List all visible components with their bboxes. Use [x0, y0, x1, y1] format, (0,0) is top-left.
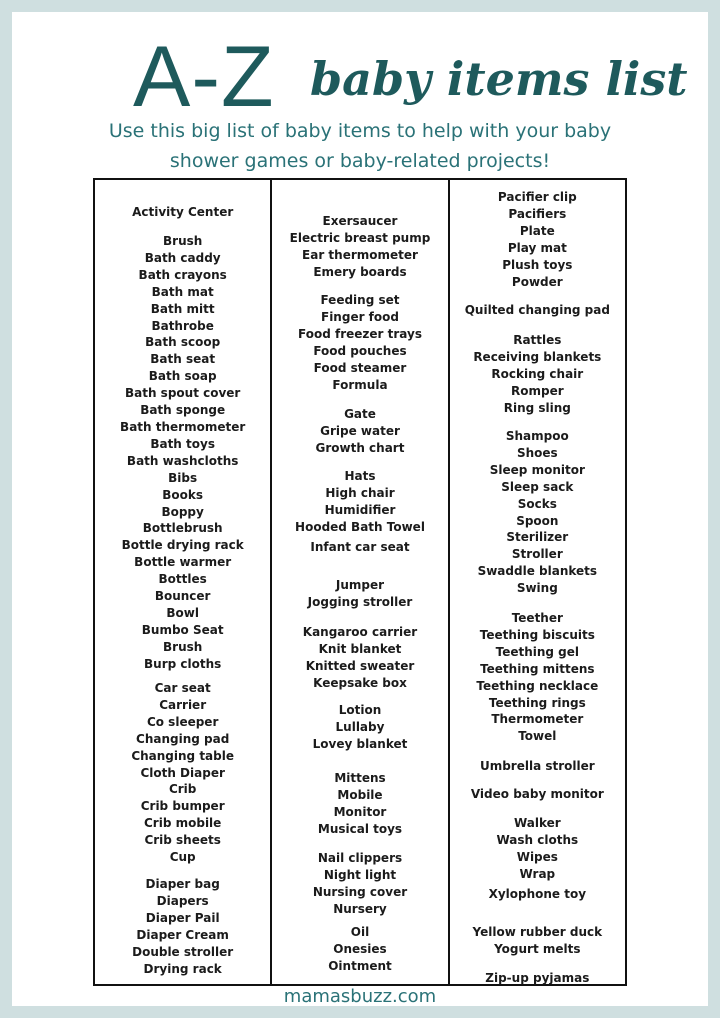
list-item: Infant car seat	[310, 540, 410, 554]
list-item: Teething gel	[495, 644, 580, 659]
list-item: Ring sling	[503, 400, 571, 415]
list-item: Nursing cover	[312, 884, 408, 899]
list-item: Bath mitt	[150, 301, 215, 316]
list-item: Co sleeper	[146, 714, 219, 729]
item-group	[272, 924, 447, 975]
item-group	[95, 876, 270, 977]
list-item: Bath scoop	[145, 335, 221, 350]
list-item: Video baby monitor	[470, 787, 604, 801]
item-group	[450, 189, 625, 290]
list-item: Lotion	[338, 703, 382, 717]
list-item: Monitor	[333, 804, 387, 819]
list-item: Teething rings	[488, 695, 586, 710]
list-item: Gate	[344, 407, 376, 421]
list-item: Books	[162, 487, 204, 502]
list-item: Night light	[323, 867, 397, 882]
list-item: Jogging stroller	[307, 594, 413, 609]
item-group	[450, 610, 625, 745]
list-item: Pacifiers	[508, 206, 567, 221]
item-group	[272, 577, 447, 611]
list-item: Bumbo Seat	[141, 622, 224, 637]
list-item: Bath sponge	[140, 403, 226, 418]
list-item: Plush toys	[502, 257, 573, 272]
item-group	[450, 886, 625, 903]
list-item: Rocking chair	[491, 366, 584, 381]
subtitle	[12, 116, 708, 176]
item-group	[272, 292, 447, 393]
items-list-box	[93, 178, 627, 986]
item-group	[450, 428, 625, 597]
list-item: Cloth Diaper	[140, 765, 225, 780]
list-item: Romper	[511, 383, 564, 398]
list-item: Wrap	[519, 866, 556, 881]
list-item: Bath washcloths	[126, 453, 239, 468]
list-item: Shoes	[516, 445, 558, 460]
list-item: Shampoo	[505, 429, 569, 443]
list-item: Nursery	[333, 901, 387, 916]
list-item: Bath soap	[148, 369, 217, 384]
title-script: baby items list	[310, 52, 688, 106]
list-item: Onesies	[333, 941, 387, 956]
list-item: Diaper Cream	[136, 927, 229, 942]
list-item: Hats	[344, 469, 376, 483]
list-item: Crib bumper	[140, 799, 225, 814]
subtitle-line-1: Use this big list of baby items to help with your baby	[108, 120, 612, 142]
page	[12, 12, 708, 1006]
list-item: Powder	[511, 274, 563, 289]
list-item: Thermometer	[491, 712, 584, 727]
list-item: Plate	[519, 223, 555, 238]
list-column-3	[448, 180, 625, 984]
list-item: Zip-up pyjamas	[485, 971, 590, 985]
list-item: Bath toys	[150, 436, 215, 451]
list-item: Xylophone toy	[488, 887, 587, 901]
list-item: Yellow rubber duck	[472, 925, 603, 939]
list-item: Hooded Bath Towel	[295, 519, 425, 534]
list-item: Diaper Pail	[145, 910, 220, 925]
list-item: High chair	[325, 485, 395, 500]
list-item: Food freezer trays	[298, 326, 422, 341]
list-item: Wipes	[516, 849, 558, 864]
list-item: Brush	[163, 234, 203, 248]
list-item: Mittens	[334, 771, 386, 785]
list-item: Swaddle blankets	[477, 564, 598, 579]
list-item: Food steamer	[313, 360, 407, 375]
list-item: Lovey blanket	[312, 736, 408, 751]
item-group	[272, 850, 447, 918]
list-item: Feeding set	[320, 293, 400, 307]
list-item: Play mat	[507, 240, 567, 255]
item-group	[95, 680, 270, 866]
list-item: Gripe water	[320, 423, 400, 438]
item-group	[450, 815, 625, 883]
list-item: Crib sheets	[144, 833, 221, 848]
list-item: Food pouches	[313, 343, 407, 358]
list-item: Cup	[169, 850, 196, 865]
list-item: Bibs	[168, 470, 198, 485]
item-group	[272, 770, 447, 838]
item-group	[95, 233, 270, 673]
item-group	[450, 332, 625, 417]
list-item: Finger food	[321, 309, 399, 324]
item-group	[450, 758, 625, 775]
list-item: Bath mat	[151, 284, 214, 299]
list-item: Bath seat	[150, 352, 216, 367]
title-main: A-Z	[133, 29, 275, 125]
list-item: Carrier	[159, 697, 207, 712]
list-item: Bowl	[166, 605, 199, 620]
list-item: Ear thermometer	[302, 247, 418, 262]
item-group	[272, 406, 447, 457]
list-item: Drying rack	[143, 961, 222, 976]
list-item: Mobile	[337, 787, 383, 802]
list-item: Ointment	[328, 958, 392, 973]
list-item: Bottlebrush	[142, 521, 223, 536]
list-item: Lullaby	[335, 719, 385, 734]
list-item: Knitted sweater	[305, 658, 415, 673]
item-group	[95, 204, 270, 221]
list-item: Growth chart	[315, 440, 405, 455]
list-item: Teether	[511, 611, 563, 625]
list-item: Pacifier clip	[497, 190, 577, 204]
list-item: Boppy	[161, 504, 204, 519]
list-item: Sleep sack	[501, 479, 574, 494]
item-group	[272, 539, 447, 556]
list-item: Crib	[168, 782, 197, 797]
list-item: Socks	[517, 496, 557, 511]
list-item: Jumper	[335, 578, 385, 592]
list-item: Musical toys	[317, 821, 403, 836]
list-item: Towel	[518, 729, 557, 744]
list-item: Activity Center	[132, 205, 234, 219]
list-item: Emery boards	[313, 264, 407, 279]
list-item: Sleep monitor	[489, 462, 585, 477]
list-item: Kangaroo carrier	[302, 625, 418, 639]
item-group	[272, 213, 447, 281]
list-item: Knit blanket	[318, 641, 402, 656]
list-item: Electric breast pump	[289, 230, 431, 245]
item-group	[450, 924, 625, 958]
list-item: Yogurt melts	[494, 941, 581, 956]
list-item: Bathrobe	[151, 318, 214, 333]
subtitle-line-2: shower games or baby-related projects!	[169, 150, 551, 172]
list-column-1	[95, 180, 270, 984]
list-item: Teething biscuits	[479, 627, 595, 642]
list-item: Brush	[163, 639, 203, 654]
list-item: Formula	[332, 377, 388, 392]
list-item: Wash cloths	[496, 832, 579, 847]
list-item: Car seat	[154, 681, 211, 695]
list-item: Keepsake box	[313, 675, 407, 690]
list-column-2	[270, 180, 447, 984]
list-item: Burp cloths	[144, 656, 222, 671]
item-group	[450, 302, 625, 319]
list-item: Teething necklace	[476, 678, 599, 693]
item-group	[272, 702, 447, 753]
list-item: Receiving blankets	[473, 349, 602, 364]
list-item: Rattles	[513, 333, 562, 347]
list-item: Stroller	[511, 547, 563, 562]
list-item: Changing table	[131, 748, 234, 763]
list-item: Bottle drying rack	[121, 538, 244, 553]
list-item: Oil	[350, 925, 370, 939]
list-item: Humidifier	[324, 502, 396, 517]
list-item: Bath crayons	[138, 267, 227, 282]
item-group	[450, 786, 625, 803]
list-item: Diapers	[156, 893, 209, 908]
list-item: Bath spout cover	[124, 386, 241, 401]
list-item: Bottles	[158, 572, 207, 587]
item-group	[272, 624, 447, 692]
item-group	[450, 970, 625, 987]
list-item: Double stroller	[132, 944, 234, 959]
list-item: Bath caddy	[144, 250, 221, 265]
list-item: Umbrella stroller	[479, 759, 595, 773]
item-group	[272, 468, 447, 536]
list-item: Swing	[516, 581, 558, 596]
list-item: Quilted changing pad	[464, 303, 610, 317]
footer-site: mamasbuzz.com	[283, 986, 437, 1007]
list-item: Walker	[513, 816, 561, 830]
list-item: Diaper bag	[145, 877, 220, 891]
list-item: Bouncer	[154, 589, 211, 604]
list-item: Teething mittens	[480, 661, 595, 676]
list-item: Nail clippers	[317, 851, 403, 865]
list-item: Bath thermometer	[120, 419, 246, 434]
list-item: Crib mobile	[144, 816, 222, 831]
list-item: Changing pad	[136, 731, 230, 746]
list-item: Sterilizer	[506, 530, 569, 545]
list-item: Exersaucer	[322, 214, 398, 228]
list-item: Bottle warmer	[134, 555, 232, 570]
list-item: Spoon	[516, 513, 559, 528]
